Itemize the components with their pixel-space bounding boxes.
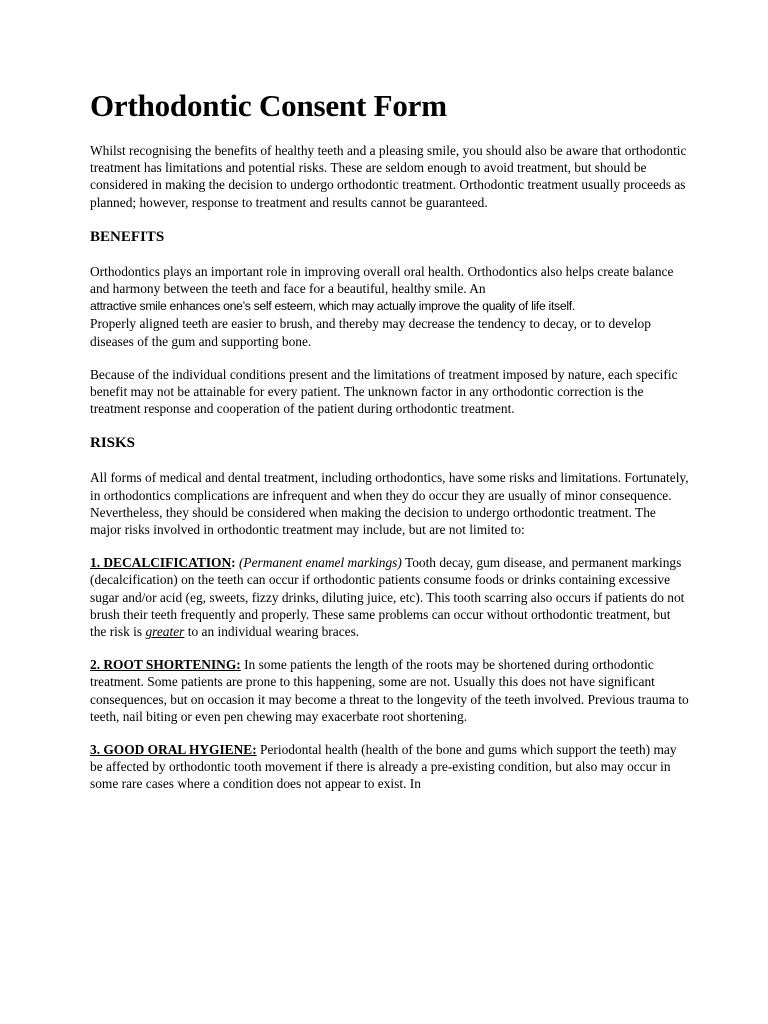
risks-intro-paragraph: All forms of medical and dental treatment, including orthodontics, have some risks and limitations. Fortunately, in orthodontics complications are infrequent and when they do occur they are usually of minor consequence. Nevertheless, they should be considered when making the decision to undergo orthodontic treatment. The major risks involved in orthodontic treatment may include, but are not limited to: (90, 470, 689, 538)
benefits-paragraph-2: Because of the individual conditions present and the limitations of treatment imposed by nature, each specific benefit may not be attainable for every patient. The unknown factor in any orthodontic correction is the treatment response and cooperation of the patient during orthodontic treatment. (90, 366, 678, 417)
benefits-text-2: attractive smile enhances one’s self esteem, which may actually improve the quality of life itself. (90, 299, 575, 314)
page-title: Orthodontic Consent Form (90, 88, 447, 123)
risk-text-decalcification-end: to an individual wearing braces. (187, 624, 360, 640)
risk-item-decalcification (90, 554, 690, 640)
risk-label-root-shortening: 2. ROOT SHORTENING: (90, 657, 241, 673)
risk-subtitle: (Permanent enamel markings) (238, 555, 402, 571)
risk-label-decalcification: 1. DECALCIFICATION (90, 555, 232, 571)
risk-emphasis-greater: greater (145, 624, 185, 640)
risk-item-oral-hygiene (90, 741, 690, 793)
intro-paragraph: Whilst recognising the benefits of healthy teeth and a pleasing smile, you should also be aware that orthodontic treatment has limitations and potential risks. These are seldom enough to avoid treatment, but should be considered in making the decision to undergo orthodontic treatment. Orthodontic treatment usually proceeds as planned; however, response to treatment and results cannot be guaranteed. (90, 143, 687, 210)
risk-label-colon: : (231, 555, 236, 571)
benefits-text-3: Properly aligned teeth are easier to brush, and thereby may decrease the tendency to decay, or to develop diseases of the gum and supporting bone. (90, 316, 651, 349)
risk-label-oral-hygiene: 3. GOOD ORAL HYGIENE: (90, 742, 257, 758)
risk-item-root-shortening (90, 656, 690, 725)
benefits-heading: BENEFITS (90, 228, 165, 245)
risk-text-root-shortening: In some patients the length of the roots may be shortened during orthodontic treatment. Some patients are prone to this happening, some are not. Usually this does not have significant consequences, but on occasion it may become a threat to the longevity of the teeth involved. Previous trauma to teeth, nail biting or even pen chewing may exacerbate root shortening. (90, 657, 689, 724)
risk-text-oral-hygiene: Periodontal health (health of the bone and gums which support the teeth) may be affected by orthodontic tooth movement if there is already a pre-existing condition, but also may occur in some rare cases where a condition does not appear to exist. In (90, 742, 677, 792)
risks-heading: RISKS (90, 435, 136, 452)
document-page (90, 88, 690, 809)
benefits-text-1: Orthodontics plays an important role in improving overall oral health. Orthodontics also helps create balance and harmony between the teeth and face for a beautiful, healthy smile. An (90, 263, 674, 297)
risk-text-decalcification: Tooth decay, gum disease, and permanent markings (decalcification) on the teeth can occur if orthodontic patients consume foods or drinks containing excessive sugar and/or acid (eg, sweets, fizzy drinks, diluting juice, etc). This tooth scarring also occurs if patients do not brush their teeth frequently and properly. These same problems can occur without orthodontic treatment, but the risk is (90, 555, 685, 640)
benefits-paragraph-1 (90, 263, 690, 350)
